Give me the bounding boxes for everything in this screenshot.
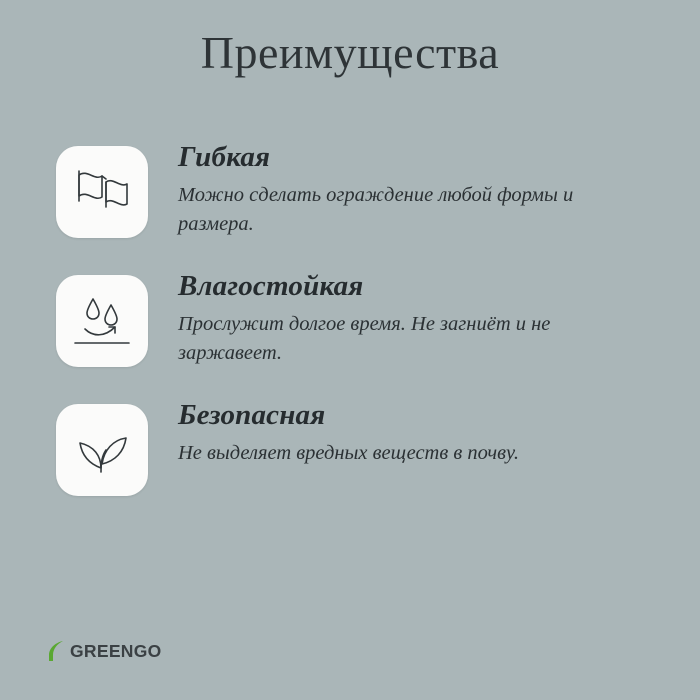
feature-text [178, 140, 618, 239]
leaves-icon [72, 424, 132, 476]
icon-card [56, 146, 148, 238]
list-item [56, 269, 656, 368]
icon-card [56, 275, 148, 367]
list-item [56, 398, 656, 496]
water-drops-icon [71, 291, 133, 351]
leaf-icon [48, 640, 65, 662]
feature-text [178, 398, 519, 468]
feature-description: Не выделяет вредных веществ в почву. [178, 442, 519, 465]
feature-title: Гибкая [178, 141, 271, 173]
list-item [56, 140, 656, 239]
icon-card [56, 404, 148, 496]
feature-description: Прослужит долгое время. Не загниёт и не заржавеет. [178, 313, 551, 365]
brand-logo [48, 640, 162, 662]
feature-title: Влагостойкая [178, 270, 364, 303]
feature-text [178, 269, 618, 368]
brand-name: GREENGO [70, 640, 162, 661]
flexible-fence-icon [71, 163, 133, 221]
feature-title: Безопасная [178, 399, 326, 432]
feature-description: Можно сделать ограждение любой формы и размера. [178, 183, 574, 235]
page-title: Преимущества [200, 27, 500, 78]
features-list [56, 140, 656, 526]
